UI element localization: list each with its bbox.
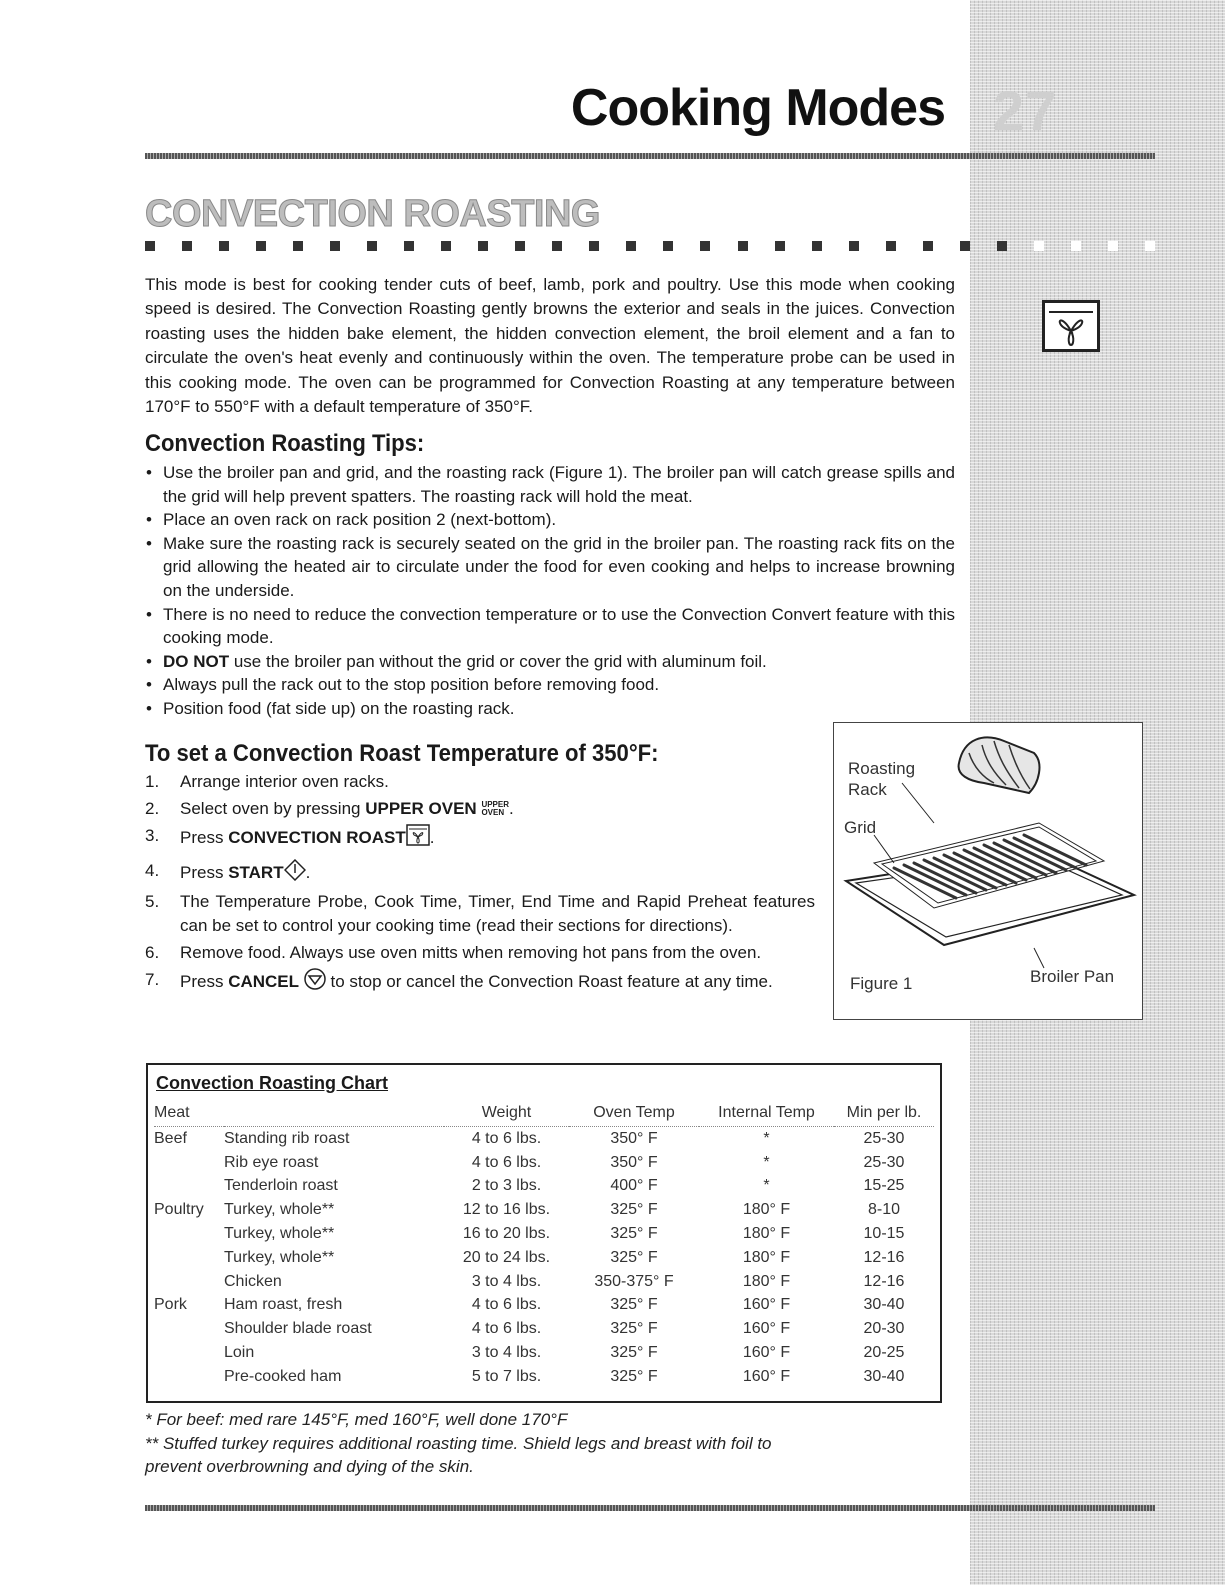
- table-cell: Chicken: [224, 1272, 282, 1290]
- list-item: • Use the broiler pan and grid, and the roasting rack (Figure 1). The broiler pan will catch grease spills and the grid will help prevent spatters. The roasting rack will hold the meat.: [145, 461, 955, 508]
- list-item: • Make sure the roasting rack is securely seated on the grid in the broiler pan. The roasting rack fits on the grid allowing the heated air to circulate under the food for even cooking and helps to increase browning on the underside.: [145, 532, 955, 603]
- table-row: [154, 1222, 934, 1246]
- table-cell: Turkey, whole**: [224, 1225, 335, 1243]
- table-cell: 30-40: [863, 1296, 905, 1314]
- table-cell: 4 to 6 lbs.: [471, 1296, 542, 1314]
- table-cell: [154, 1151, 224, 1175]
- table-cell: Ham roast, fresh: [224, 1296, 343, 1314]
- table-cell: *: [763, 1153, 770, 1171]
- list-item: [145, 650, 955, 674]
- table-cell: 325° F: [610, 1344, 658, 1362]
- table-cell: 20-25: [863, 1344, 905, 1362]
- figure-1: [833, 722, 1143, 1020]
- table-cell: 12 to 16 lbs.: [462, 1201, 551, 1219]
- table-cell: 5 to 7 lbs.: [471, 1367, 542, 1385]
- do-not-label: DO NOT: [163, 651, 230, 671]
- table-cell: Tenderloin roast: [224, 1177, 338, 1195]
- table-cell: 160° F: [742, 1320, 791, 1338]
- table-row: [154, 1175, 934, 1199]
- table-cell: Beef: [154, 1129, 187, 1147]
- table-cell: [154, 1365, 224, 1389]
- table-cell: 12-16: [863, 1248, 905, 1266]
- step-7: 7. Press CANCEL to stop or cancel the Convection Roast feature at any time.: [145, 968, 815, 997]
- roasting-table: [154, 1099, 934, 1389]
- table-row: [154, 1294, 934, 1318]
- table-cell: 25-30: [863, 1153, 905, 1171]
- step-4: 4. Press START .: [145, 859, 815, 888]
- table-cell: Rib eye roast: [224, 1153, 319, 1171]
- table-cell: Turkey, whole**: [224, 1248, 335, 1266]
- table-cell: 180° F: [742, 1248, 791, 1266]
- table-cell: Shoulder blade roast: [224, 1320, 372, 1338]
- table-cell: 15-25: [863, 1177, 905, 1195]
- table-cell: 4 to 6 lbs.: [471, 1153, 542, 1171]
- upper-oven-key-icon: UPPER OVEN: [481, 800, 509, 818]
- table-cell: [154, 1341, 224, 1365]
- tips-heading: Convection Roasting Tips:: [145, 430, 425, 457]
- table-cell: 16 to 20 lbs.: [462, 1225, 551, 1243]
- table-row: [154, 1198, 934, 1222]
- table-cell: 2 to 3 lbs.: [471, 1177, 542, 1195]
- table-row: [154, 1151, 934, 1175]
- table-cell: 350° F: [610, 1129, 658, 1147]
- bottom-divider: [145, 1505, 1155, 1511]
- step-6: 6. Remove food. Always use oven mitts when removing hot pans from the oven.: [145, 942, 762, 962]
- step-3: 3. Press CONVECTION ROAST .: [145, 824, 815, 853]
- column-header: Min per lb.: [834, 1099, 934, 1127]
- table-cell: 350° F: [610, 1153, 658, 1171]
- table-row: [154, 1365, 934, 1389]
- table-cell: 180° F: [742, 1272, 791, 1290]
- table-cell: 20 to 24 lbs.: [462, 1248, 551, 1266]
- table-row: [154, 1270, 934, 1294]
- footnote-3: prevent overbrowning and dying of the skin.: [145, 1457, 474, 1476]
- cancel-key-icon: [304, 968, 326, 997]
- table-cell: Pre-cooked ham: [224, 1367, 342, 1385]
- table-cell: [154, 1175, 224, 1199]
- table-cell: 325° F: [610, 1225, 658, 1243]
- step-5: 5. The Temperature Probe, Cook Time, Timer, End Time and Rapid Preheat features can be set to control your cooking time (read their sections for directions).: [145, 892, 815, 935]
- dotted-divider: [145, 240, 1155, 252]
- convection-roast-icon: [1042, 300, 1100, 352]
- table-cell: Pork: [154, 1296, 187, 1314]
- table-cell: 3 to 4 lbs.: [471, 1272, 542, 1290]
- list-item-text: use the broiler pan without the grid or cover the grid with aluminum foil.: [233, 651, 767, 671]
- table-cell: [154, 1246, 224, 1270]
- roasting-rack-label: Roasting Rack: [848, 759, 916, 799]
- table-row: [154, 1127, 934, 1151]
- table-cell: 4 to 6 lbs.: [471, 1129, 542, 1147]
- column-header: Weight: [444, 1099, 569, 1127]
- section-title: CONVECTION ROASTING: [145, 193, 600, 235]
- table-cell: 8-10: [867, 1201, 901, 1219]
- table-cell: 12-16: [863, 1272, 905, 1290]
- table-cell: *: [763, 1129, 770, 1147]
- footnote-2: ** Stuffed turkey requires additional roasting time. Shield legs and breast with foil to: [145, 1434, 772, 1453]
- table-cell: Turkey, whole**: [224, 1201, 335, 1219]
- table-cell: 160° F: [742, 1296, 791, 1314]
- table-header-row: [154, 1099, 934, 1127]
- table-cell: 20-30: [863, 1320, 905, 1338]
- table-cell: 3 to 4 lbs.: [471, 1344, 542, 1362]
- table-row: [154, 1246, 934, 1270]
- step-1: 1. Arrange interior oven racks.: [145, 772, 389, 791]
- list-item: • Position food (fat side up) on the roasting rack.: [145, 697, 955, 721]
- table-cell: 30-40: [863, 1367, 905, 1385]
- top-divider: [145, 153, 1155, 159]
- table-cell: 160° F: [742, 1344, 791, 1362]
- table-row: [154, 1341, 934, 1365]
- table-cell: 325° F: [610, 1320, 658, 1338]
- chart-title: Convection Roasting Chart: [156, 1073, 389, 1093]
- table-cell: [154, 1270, 224, 1294]
- table-cell: 325° F: [610, 1201, 658, 1219]
- step-2: 2. Select oven by pressing UPPER OVEN UPPER OVEN .: [145, 798, 514, 818]
- column-header: Internal Temp: [699, 1099, 834, 1127]
- table-cell: *: [763, 1177, 770, 1195]
- table-cell: [154, 1317, 224, 1341]
- figure-caption: Figure 1: [850, 974, 913, 993]
- table-cell: 25-30: [863, 1129, 905, 1147]
- steps-heading: To set a Convection Roast Temperature of 350°F:: [145, 740, 659, 767]
- table-cell: 325° F: [610, 1296, 658, 1314]
- table-cell: [154, 1222, 224, 1246]
- broiler-pan-label: Broiler Pan: [1030, 967, 1115, 986]
- list-item: • Always pull the rack out to the stop position before removing food.: [145, 673, 955, 697]
- table-cell: 325° F: [610, 1248, 658, 1266]
- start-key-icon: [284, 859, 306, 888]
- grid-label: Grid: [844, 818, 877, 837]
- table-cell: 160° F: [742, 1367, 791, 1385]
- roasting-chart: [146, 1063, 942, 1403]
- footnote-1: * For beef: med rare 145°F, med 160°F, well done 170°F: [145, 1410, 568, 1429]
- table-cell: 180° F: [742, 1225, 791, 1243]
- list-item: • Place an oven rack on rack position 2 (next-bottom).: [145, 508, 955, 532]
- column-header: Meat: [154, 1099, 444, 1127]
- table-cell: 350-375° F: [594, 1272, 674, 1290]
- table-cell: Standing rib roast: [224, 1129, 350, 1147]
- list-item: • There is no need to reduce the convection temperature or to use the Convection Convert feature with this cooking mode.: [145, 603, 955, 650]
- page-header-title: Cooking Modes: [570, 79, 945, 137]
- table-cell: Loin: [224, 1344, 255, 1362]
- tips-list: [145, 461, 955, 721]
- steps-list: [145, 770, 815, 1000]
- table-row: [154, 1317, 934, 1341]
- table-cell: Poultry: [154, 1201, 204, 1219]
- table-cell: 400° F: [610, 1177, 658, 1195]
- convection-roast-key-icon: [406, 824, 430, 853]
- page-number: 27: [992, 79, 1058, 142]
- table-cell: 325° F: [610, 1367, 658, 1385]
- table-cell: 180° F: [742, 1201, 791, 1219]
- column-header: Oven Temp: [569, 1099, 699, 1127]
- intro-paragraph: This mode is best for cooking tender cuts of beef, lamb, pork and poultry. Use this mode when cooking speed is desired. The Convection Roasting gently browns the exterior and seals in the juices. Convection roasting uses the hidden bake element, the hidden convection element, the broil element and a fan to circulate the oven's heat evenly and continuously within the oven. The temperature probe can be used in this cooking mode. The oven can be programmed for Convection Roasting at any temperature between 170°F to 550°F with a default temperature of 350°F.: [145, 275, 955, 417]
- table-cell: 10-15: [863, 1225, 905, 1243]
- table-cell: 4 to 6 lbs.: [471, 1320, 542, 1338]
